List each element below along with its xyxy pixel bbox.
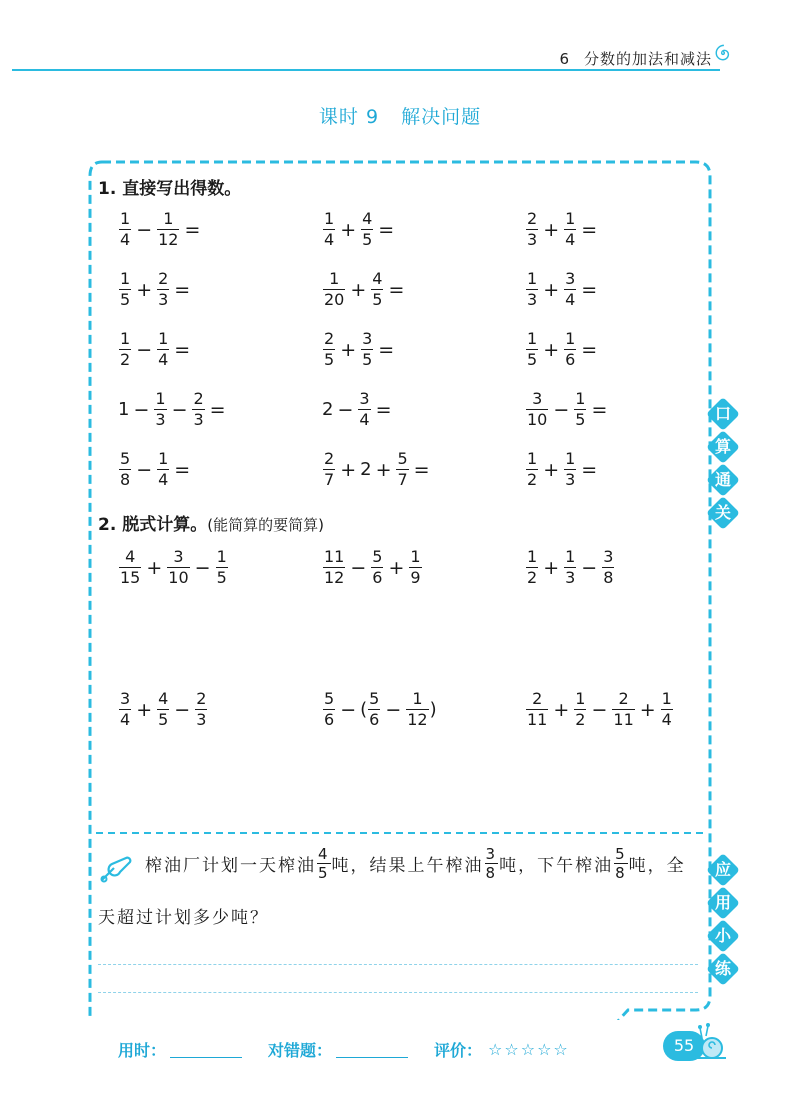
exercise-item[interactable]: [118, 450, 194, 489]
operator: +: [543, 458, 560, 481]
fraction: [574, 390, 586, 429]
fraction-numerator: 4: [318, 845, 330, 863]
operator: =: [581, 458, 598, 481]
fraction-numerator: 1: [216, 547, 227, 566]
exercise-item[interactable]: [322, 210, 398, 249]
fraction: [157, 270, 169, 309]
fraction-denominator: 3: [527, 290, 538, 309]
fraction-numerator: 5: [120, 449, 131, 468]
fraction-denominator: 3: [565, 470, 576, 489]
side-tag-char: 用: [714, 893, 731, 912]
fraction: [119, 330, 131, 369]
answer-line[interactable]: [98, 964, 698, 965]
fraction-numerator: 5: [397, 449, 408, 468]
fraction-denominator: 5: [318, 864, 330, 882]
fraction: [119, 450, 131, 489]
fraction-denominator: 8: [615, 864, 627, 882]
exercise-item[interactable]: [322, 690, 437, 729]
fraction-denominator: 6: [324, 710, 335, 729]
operator: =: [388, 278, 405, 301]
fraction-numerator: 1: [575, 689, 586, 708]
rating-label: 评价：: [434, 1041, 483, 1060]
side-tag: [707, 854, 741, 888]
fraction-numerator: 1: [329, 269, 340, 288]
fraction: [323, 690, 335, 729]
fraction-numerator: 1: [158, 329, 169, 348]
fraction-numerator: 2: [618, 689, 629, 708]
fraction: [564, 548, 576, 587]
side-tag: [707, 464, 741, 498]
fraction-numerator: 1: [661, 689, 672, 708]
chapter-number: 6: [559, 50, 570, 68]
fraction: [409, 548, 421, 587]
fraction-denominator: 7: [397, 470, 408, 489]
side-tag: [707, 887, 741, 921]
fraction-denominator: 4: [359, 410, 370, 429]
fraction-denominator: 6: [369, 710, 380, 729]
fraction-numerator: 2: [196, 689, 207, 708]
operator: +: [136, 278, 153, 301]
exercise-item[interactable]: [525, 548, 615, 587]
fraction-numerator: 3: [565, 269, 576, 288]
fraction-denominator: 3: [527, 230, 538, 249]
side-tag-char: 关: [714, 503, 731, 522]
operator: −: [171, 398, 188, 421]
operator: −: [337, 398, 354, 421]
side-tag: [707, 398, 741, 432]
fraction-denominator: 4: [120, 230, 131, 249]
fraction: [661, 690, 673, 729]
operator: −: [385, 698, 402, 721]
fraction: [195, 690, 207, 729]
fraction: [406, 690, 428, 729]
operator: +: [136, 698, 153, 721]
exercise-item[interactable]: [118, 330, 194, 369]
snail-icon: [690, 1018, 730, 1062]
problem-line-1: [145, 846, 686, 881]
operator: +: [543, 338, 560, 361]
section2-title: [98, 510, 324, 535]
side-tag-char: 练: [714, 959, 731, 978]
fraction: [119, 690, 131, 729]
fraction-numerator: 1: [163, 209, 174, 228]
exercise-item[interactable]: [118, 210, 204, 249]
exercise-item[interactable]: [322, 270, 408, 309]
fraction-denominator: 6: [372, 568, 383, 587]
section1-title-text: 1. 直接写出得数。: [98, 179, 242, 199]
operator: −: [133, 398, 150, 421]
exercise-item[interactable]: [525, 390, 611, 429]
fraction-denominator: 3: [158, 290, 169, 309]
exercise-item[interactable]: [525, 270, 601, 309]
fraction: [157, 450, 169, 489]
fraction-numerator: 5: [615, 845, 627, 863]
fraction: [368, 690, 380, 729]
fraction-denominator: 15: [120, 568, 141, 587]
chapter-title: 分数的加法和减法: [583, 50, 712, 68]
header-divider: [12, 69, 720, 71]
fraction: [564, 210, 576, 249]
fraction-numerator: 3: [603, 547, 614, 566]
fraction: [361, 330, 373, 369]
fraction-numerator: 2: [532, 689, 543, 708]
operator: −: [553, 398, 570, 421]
fraction-denominator: 8: [120, 470, 131, 489]
fraction: [526, 548, 538, 587]
fraction-numerator: 2: [324, 329, 335, 348]
fraction: [157, 330, 169, 369]
fraction: [485, 846, 499, 881]
operator: −: [350, 556, 367, 579]
fraction-numerator: 3: [485, 845, 498, 863]
section2-note: (能简算的要简算): [207, 516, 324, 534]
fraction: [371, 548, 383, 587]
fraction-numerator: 1: [120, 209, 131, 228]
fraction-numerator: 2: [527, 209, 538, 228]
exercise-item[interactable]: [525, 210, 601, 249]
fraction-denominator: 6: [565, 350, 576, 369]
fraction-numerator: 1: [158, 449, 169, 468]
exercise-item[interactable]: [118, 690, 208, 729]
fraction-denominator: 3: [155, 410, 166, 429]
fraction-numerator: 1: [155, 389, 166, 408]
fraction-numerator: 3: [362, 329, 373, 348]
fraction-numerator: 5: [372, 547, 383, 566]
fraction-numerator: 1: [412, 689, 423, 708]
fraction-denominator: 4: [661, 710, 672, 729]
fraction-denominator: 4: [120, 710, 131, 729]
fraction-denominator: 10: [527, 410, 548, 429]
fraction-denominator: 5: [372, 290, 383, 309]
fraction-denominator: 8: [603, 568, 614, 587]
text-term: 2: [360, 459, 372, 480]
side-tag: [707, 920, 741, 954]
fraction-numerator: 5: [369, 689, 380, 708]
lesson-label: 课时 9: [318, 106, 380, 128]
fraction-denominator: 12: [158, 230, 179, 249]
operator: −: [136, 458, 153, 481]
answer-line[interactable]: [98, 992, 698, 993]
fraction: [119, 548, 141, 587]
fraction-denominator: 8: [485, 864, 498, 882]
problem-text: 榨油厂计划一天榨油: [145, 856, 316, 876]
operator: =: [591, 398, 608, 421]
fraction-numerator: 3: [532, 389, 543, 408]
fraction: [323, 330, 335, 369]
operator: −: [136, 338, 153, 361]
fraction: [371, 270, 383, 309]
problem-text: 吨，结果上午榨油: [331, 856, 484, 876]
fraction-numerator: 1: [527, 329, 538, 348]
errors-blank[interactable]: [336, 1041, 408, 1058]
fraction-denominator: 5: [158, 710, 169, 729]
operator: =: [184, 218, 201, 241]
operator: =: [378, 218, 395, 241]
text-term: 1: [118, 399, 130, 420]
problem-text: 吨，全: [628, 856, 686, 876]
fraction-numerator: 1: [324, 209, 335, 228]
exercise-item[interactable]: [322, 450, 434, 489]
fraction: [526, 690, 548, 729]
exercise-item[interactable]: [525, 450, 601, 489]
operator: =: [581, 218, 598, 241]
fraction-numerator: 4: [372, 269, 383, 288]
fraction-denominator: 11: [613, 710, 634, 729]
operator: +: [350, 278, 367, 301]
operator: +: [340, 458, 357, 481]
operator: −: [174, 698, 191, 721]
fraction-denominator: 11: [527, 710, 548, 729]
fraction-numerator: 11: [324, 547, 345, 566]
footer: [118, 1038, 570, 1061]
fraction-denominator: 2: [575, 710, 586, 729]
side-tag: [707, 431, 741, 465]
fraction: [526, 390, 548, 429]
fraction-numerator: 3: [120, 689, 131, 708]
fraction-denominator: 5: [216, 568, 227, 587]
side-tag: [707, 953, 741, 987]
fraction: [361, 210, 373, 249]
side-tag-char: 小: [714, 926, 731, 945]
fraction-numerator: 4: [362, 209, 373, 228]
fraction-numerator: 3: [359, 389, 370, 408]
side-tag-char: 应: [714, 860, 731, 879]
fraction: [323, 548, 345, 587]
operator: =: [174, 278, 191, 301]
fraction-denominator: 2: [527, 470, 538, 489]
fraction-numerator: 4: [158, 689, 169, 708]
time-blank[interactable]: [170, 1041, 242, 1058]
lesson-name: 解决问题: [401, 106, 482, 128]
fraction-denominator: 7: [324, 470, 335, 489]
fraction-denominator: 4: [565, 230, 576, 249]
fraction-numerator: 1: [565, 329, 576, 348]
operator: =: [209, 398, 226, 421]
operator: +: [543, 278, 560, 301]
text-term: (: [360, 699, 368, 720]
fraction-denominator: 5: [527, 350, 538, 369]
operator: +: [340, 218, 357, 241]
fraction-denominator: 4: [565, 290, 576, 309]
fraction-numerator: 5: [324, 689, 335, 708]
problem-text: 吨，下午榨油: [499, 856, 614, 876]
fraction-numerator: 1: [527, 269, 538, 288]
fraction-numerator: 1: [527, 449, 538, 468]
fraction: [358, 390, 370, 429]
fraction-numerator: 3: [173, 547, 184, 566]
fraction: [157, 210, 179, 249]
fraction-denominator: 3: [196, 710, 207, 729]
fraction: [154, 390, 166, 429]
operator: =: [174, 458, 191, 481]
text-term: 2: [322, 399, 334, 420]
operator: =: [378, 338, 395, 361]
fraction: [323, 270, 345, 309]
exercise-item[interactable]: [322, 330, 398, 369]
operator: +: [553, 698, 570, 721]
fraction-numerator: 1: [565, 449, 576, 468]
operator: +: [340, 338, 357, 361]
fraction-numerator: 4: [125, 547, 136, 566]
operator: −: [591, 698, 608, 721]
fraction-denominator: 2: [120, 350, 131, 369]
operator: =: [375, 398, 392, 421]
fraction-numerator: 1: [120, 329, 131, 348]
fraction: [574, 690, 586, 729]
fraction-numerator: 2: [193, 389, 204, 408]
fraction: [614, 846, 628, 881]
exercise-item[interactable]: [118, 548, 229, 587]
section2-title-text: 2. 脱式计算。: [98, 515, 208, 535]
fraction-denominator: 20: [324, 290, 345, 309]
exercise-item[interactable]: [118, 390, 230, 429]
fraction-numerator: 1: [575, 389, 586, 408]
operator: −: [581, 556, 598, 579]
operator: +: [543, 556, 560, 579]
fraction: [167, 548, 189, 587]
section1-title: [98, 174, 241, 199]
fraction: [526, 270, 538, 309]
fraction-numerator: 1: [120, 269, 131, 288]
operator: +: [146, 556, 163, 579]
fraction-denominator: 12: [324, 568, 345, 587]
fraction-denominator: 5: [362, 350, 373, 369]
fraction: [216, 548, 228, 587]
side-tag-char: 口: [714, 404, 731, 423]
operator: =: [581, 338, 598, 361]
time-label: 用时：: [118, 1041, 167, 1060]
fraction-denominator: 2: [527, 568, 538, 587]
fraction: [323, 450, 335, 489]
side-tag: [707, 497, 741, 531]
operator: −: [194, 556, 211, 579]
operator: =: [174, 338, 191, 361]
fraction: [564, 330, 576, 369]
fraction-denominator: 4: [324, 230, 335, 249]
lesson-title: [0, 102, 800, 129]
fraction-denominator: 3: [565, 568, 576, 587]
fraction-denominator: 5: [324, 350, 335, 369]
fraction-numerator: 1: [527, 547, 538, 566]
fraction-denominator: 5: [120, 290, 131, 309]
fraction-numerator: 1: [565, 547, 576, 566]
fraction-numerator: 1: [565, 209, 576, 228]
fraction: [157, 690, 169, 729]
operator: +: [388, 556, 405, 579]
exercise-item[interactable]: [322, 390, 395, 429]
exercise-item[interactable]: [118, 270, 194, 309]
fraction: [317, 846, 331, 881]
fraction: [612, 690, 634, 729]
operator: =: [581, 278, 598, 301]
fraction: [119, 270, 131, 309]
fraction-numerator: 2: [158, 269, 169, 288]
fraction: [323, 210, 335, 249]
fraction-denominator: 3: [193, 410, 204, 429]
fraction-numerator: 2: [324, 449, 335, 468]
fraction-denominator: 10: [168, 568, 189, 587]
operator: +: [543, 218, 560, 241]
fraction-denominator: 4: [158, 470, 169, 489]
exercise-item[interactable]: [525, 690, 674, 729]
operator: −: [136, 218, 153, 241]
page-number: 55: [663, 1031, 705, 1061]
rating-stars[interactable]: ☆☆☆☆☆: [488, 1040, 570, 1059]
fraction-denominator: 12: [407, 710, 428, 729]
side-tag-char: 算: [714, 437, 731, 456]
fraction: [564, 450, 576, 489]
errors-label: 对错题：: [268, 1041, 333, 1060]
side-tag-char: 通: [714, 470, 731, 489]
fraction: [396, 450, 408, 489]
wrench-icon: [98, 850, 136, 886]
fraction-denominator: 5: [575, 410, 586, 429]
fraction: [192, 390, 204, 429]
operator: +: [639, 698, 656, 721]
exercise-item[interactable]: [322, 548, 423, 587]
problem-line-2: 天超过计划多少吨？: [98, 908, 269, 928]
text-term: ): [429, 699, 437, 720]
operator: −: [340, 698, 357, 721]
fraction-denominator: 9: [410, 568, 421, 587]
exercise-item[interactable]: [525, 330, 601, 369]
fraction: [602, 548, 614, 587]
chapter-heading: [559, 48, 712, 69]
fraction-denominator: 5: [362, 230, 373, 249]
fraction-numerator: 1: [410, 547, 421, 566]
fraction: [526, 450, 538, 489]
fraction: [526, 330, 538, 369]
fraction: [119, 210, 131, 249]
operator: =: [413, 458, 430, 481]
spiral-icon: [714, 44, 732, 62]
operator: +: [375, 458, 392, 481]
fraction-denominator: 4: [158, 350, 169, 369]
fraction: [526, 210, 538, 249]
fraction: [564, 270, 576, 309]
